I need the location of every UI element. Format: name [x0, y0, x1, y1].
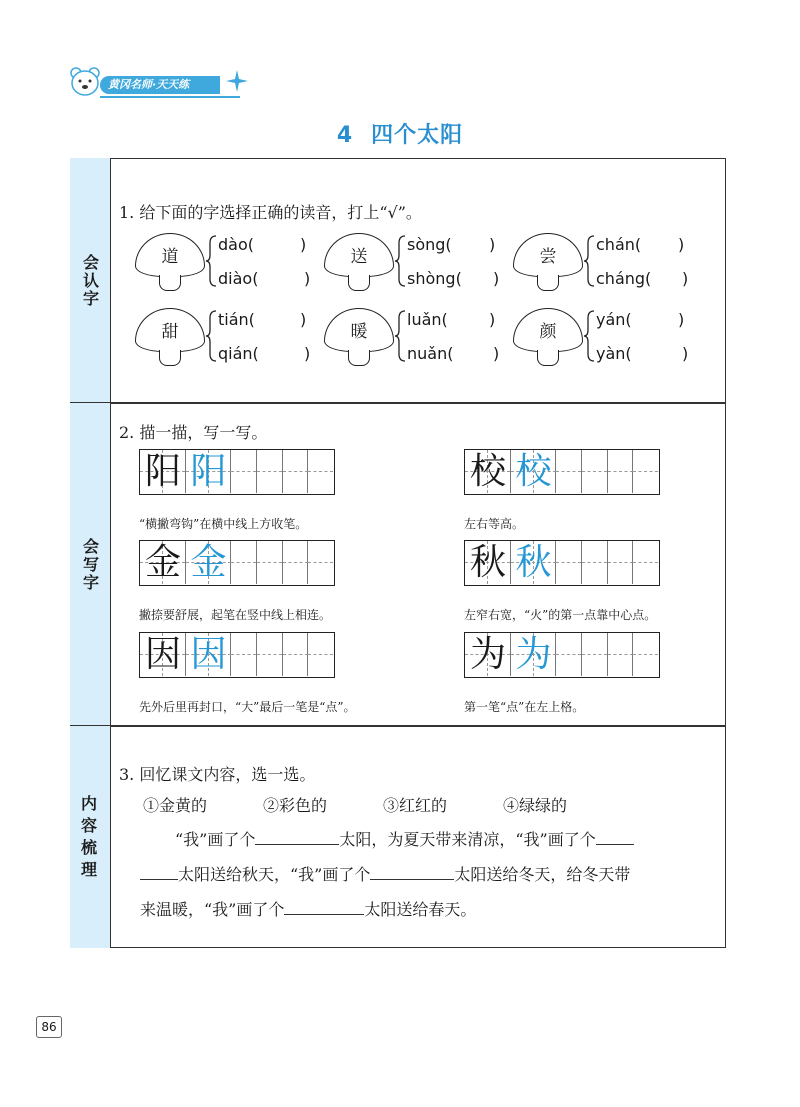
- trace-char: 阳: [190, 451, 227, 492]
- brace-icon: [205, 310, 217, 362]
- grid-cell[interactable]: [608, 541, 634, 584]
- grid-cell[interactable]: [308, 450, 334, 493]
- writing-grid[interactable]: [139, 449, 335, 495]
- grid-cell[interactable]: [283, 633, 309, 676]
- grid-cell[interactable]: [231, 541, 257, 584]
- q3-option: ①金黄的: [143, 796, 208, 815]
- pinyin-option: nuǎn(: [407, 344, 454, 363]
- pinyin-option: luǎn(: [407, 310, 448, 329]
- grid-cell[interactable]: [633, 633, 659, 676]
- grid-cell[interactable]: [140, 450, 186, 493]
- mushroom-icon: [513, 308, 583, 370]
- writing-tip: 撇捺要舒展，起笔在竖中线上相连。: [139, 608, 332, 622]
- answer-blank[interactable]: [255, 844, 339, 845]
- pinyin-option: cháng(: [596, 269, 652, 288]
- answer-paren[interactable]: ): [678, 235, 685, 254]
- mushroom-icon: [324, 233, 394, 295]
- grid-cell[interactable]: [511, 450, 557, 493]
- grid-cell[interactable]: [257, 541, 283, 584]
- answer-paren[interactable]: ): [682, 344, 689, 363]
- pinyin-option: yán(: [596, 310, 632, 329]
- q2-title: 2. 描一描，写一写。: [119, 423, 268, 442]
- model-char: 为: [469, 634, 506, 675]
- bear-logo-icon: [68, 64, 102, 98]
- answer-blank[interactable]: [370, 879, 454, 880]
- pinyin-option: tián(: [218, 310, 255, 329]
- model-char: 阳: [144, 451, 181, 492]
- mushroom-icon: [513, 233, 583, 295]
- mushroom-icon: [135, 308, 205, 370]
- q3-title: 3. 回忆课文内容，选一选。: [119, 765, 316, 784]
- answer-paren[interactable]: ): [678, 310, 685, 329]
- answer-paren[interactable]: ): [493, 344, 500, 363]
- grid-cell[interactable]: [582, 541, 608, 584]
- brace-icon: [583, 235, 595, 287]
- grid-cell[interactable]: [308, 633, 334, 676]
- writing-grid[interactable]: [464, 540, 660, 586]
- lesson-name: 四个太阳: [371, 123, 464, 148]
- answer-paren[interactable]: ): [300, 310, 307, 329]
- grid-cell[interactable]: [556, 450, 582, 493]
- trace-char: 校: [515, 451, 552, 492]
- answer-blank[interactable]: [596, 844, 634, 845]
- grid-cell[interactable]: [608, 633, 634, 676]
- section-label-write: 会写字: [70, 403, 111, 726]
- grid-cell[interactable]: [140, 541, 186, 584]
- writing-tip: 左窄右宽，“火”的第一点靠中心点。: [464, 608, 657, 622]
- q3-option: ④绿绿的: [503, 796, 568, 815]
- writing-grid[interactable]: [139, 540, 335, 586]
- mushroom-icon: [135, 233, 205, 295]
- writing-tip: 左右等高。: [464, 517, 525, 531]
- grid-cell[interactable]: [186, 450, 232, 493]
- brace-icon: [583, 310, 595, 362]
- pinyin-option: diào(: [218, 269, 259, 288]
- trace-char: 因: [190, 634, 227, 675]
- grid-cell[interactable]: [608, 450, 634, 493]
- q3-option: ②彩色的: [263, 796, 328, 815]
- q3-line-2: 太阳送给秋天，“我”画了个 太阳送给冬天，给冬天带: [140, 862, 630, 885]
- writing-grid[interactable]: [139, 632, 335, 678]
- grid-cell[interactable]: [257, 633, 283, 676]
- lesson-title: [0, 118, 800, 149]
- pinyin-option: dào(: [218, 235, 254, 254]
- grid-cell[interactable]: [633, 541, 659, 584]
- section-divider: [70, 402, 726, 404]
- model-char: 金: [144, 542, 181, 583]
- pinyin-option: qián(: [218, 344, 259, 363]
- trace-char: 为: [515, 634, 552, 675]
- grid-cell[interactable]: [308, 541, 334, 584]
- grid-cell[interactable]: [140, 633, 186, 676]
- grid-cell[interactable]: [465, 541, 511, 584]
- section-divider: [70, 725, 726, 727]
- answer-paren[interactable]: ): [493, 269, 500, 288]
- answer-paren[interactable]: ): [489, 235, 496, 254]
- grid-cell[interactable]: [582, 450, 608, 493]
- q3-line-3: 来温暖，“我”画了个 太阳送给春天。: [140, 900, 477, 919]
- trace-char: 秋: [515, 542, 552, 583]
- pinyin-option: sòng(: [407, 235, 452, 254]
- trace-char: 金: [190, 542, 227, 583]
- model-char: 因: [144, 634, 181, 675]
- answer-blank[interactable]: [284, 914, 364, 915]
- q1-char: 道: [161, 247, 179, 267]
- grid-cell[interactable]: [582, 633, 608, 676]
- answer-paren[interactable]: ): [682, 269, 689, 288]
- grid-cell[interactable]: [556, 541, 582, 584]
- pinyin-option: yàn(: [596, 344, 632, 363]
- model-char: 校: [469, 451, 506, 492]
- model-char: 秋: [469, 542, 506, 583]
- q1-title: 1. 给下面的字选择正确的读音，打上“√”。: [119, 203, 422, 222]
- q1-char: 尝: [539, 247, 557, 267]
- writing-grid[interactable]: [464, 449, 660, 495]
- grid-cell[interactable]: [465, 633, 511, 676]
- sparkle-icon: [226, 70, 248, 92]
- q3-line-1: “我”画了个 太阳，为夏天带来清凉，“我”画了个: [175, 827, 634, 850]
- lesson-number: 4: [336, 123, 354, 148]
- writing-tip: 第一笔“点”在左上格。: [464, 700, 585, 714]
- q1-char: 送: [350, 247, 368, 267]
- grid-cell[interactable]: [465, 450, 511, 493]
- grid-cell[interactable]: [257, 450, 283, 493]
- q3-option: ③红红的: [383, 796, 448, 815]
- section-label-content: 内容梳理: [70, 726, 111, 948]
- grid-cell[interactable]: [186, 541, 232, 584]
- q1-char: 颜: [539, 322, 557, 342]
- answer-blank[interactable]: [140, 879, 178, 880]
- banner-underline: [100, 96, 240, 98]
- brace-icon: [394, 310, 406, 362]
- answer-paren[interactable]: ): [300, 235, 307, 254]
- brace-icon: [394, 235, 406, 287]
- pinyin-option: shòng(: [407, 269, 462, 288]
- page-number: 86: [36, 1016, 62, 1038]
- section-label-recognize: 会认字: [70, 158, 111, 403]
- grid-cell[interactable]: [283, 541, 309, 584]
- answer-paren[interactable]: ): [304, 269, 311, 288]
- grid-cell[interactable]: [511, 633, 557, 676]
- writing-tip: “横撇弯钩”在横中线上方收笔。: [139, 517, 308, 531]
- answer-paren[interactable]: ): [489, 310, 496, 329]
- grid-cell[interactable]: [231, 633, 257, 676]
- grid-cell[interactable]: [231, 450, 257, 493]
- q1-char: 甜: [161, 322, 179, 342]
- mushroom-icon: [324, 308, 394, 370]
- q1-char: 暖: [350, 322, 368, 342]
- series-banner: 黄冈名师·天天练: [100, 76, 220, 94]
- grid-cell[interactable]: [511, 541, 557, 584]
- writing-tip: 先外后里再封口，“大”最后一笔是“点”。: [139, 700, 356, 714]
- grid-cell[interactable]: [283, 450, 309, 493]
- answer-paren[interactable]: ): [304, 344, 311, 363]
- writing-grid[interactable]: [464, 632, 660, 678]
- grid-cell[interactable]: [633, 450, 659, 493]
- brace-icon: [205, 235, 217, 287]
- grid-cell[interactable]: [186, 633, 232, 676]
- grid-cell[interactable]: [556, 633, 582, 676]
- pinyin-option: chán(: [596, 235, 642, 254]
